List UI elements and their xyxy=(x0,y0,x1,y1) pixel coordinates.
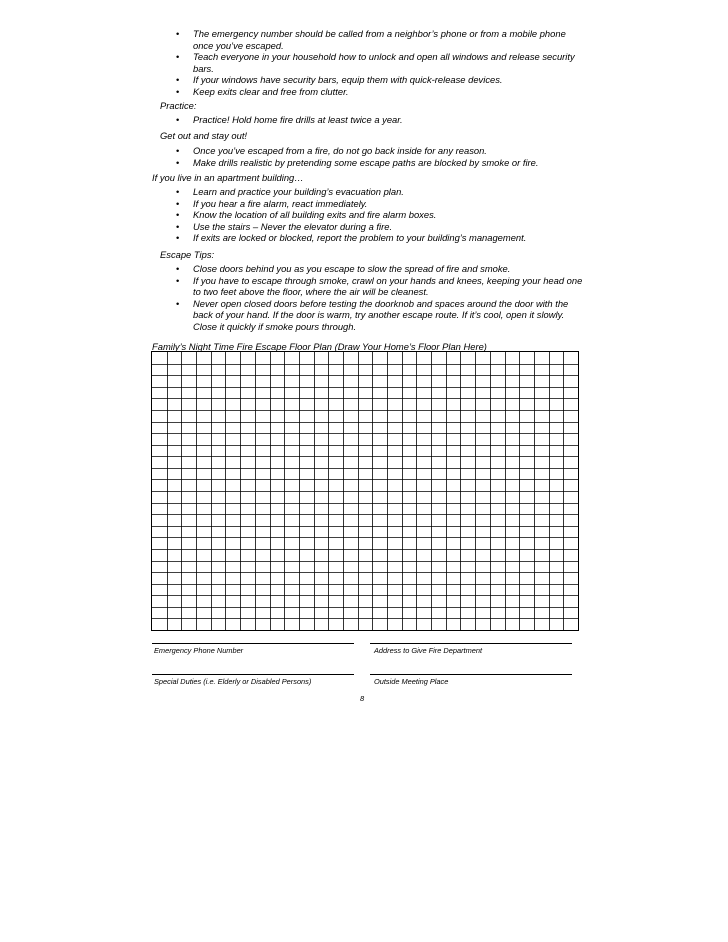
floor-plan-title: Family’s Night Time Fire Escape Floor Plan (Draw Your Home’s Floor Plan Here) xyxy=(152,341,487,352)
list-item: • If you have to escape through smoke, crawl on your hands and knees, keeping your head one to two feet above the floor, where the air will be cleanest. xyxy=(176,275,586,298)
special-duties-line[interactable] xyxy=(152,674,354,675)
apartment-heading: If you live in an apartment building… xyxy=(152,172,304,183)
meeting-place-label: Outside Meeting Place xyxy=(374,677,449,686)
list-item: • Teach everyone in your household how to unlock and open all windows and release security bars. xyxy=(176,51,586,74)
practice-heading: Practice: xyxy=(160,100,197,111)
list-item: • The emergency number should be called from a neighbor’s phone or from a mobile phone once you’ve escaped. xyxy=(176,28,586,51)
apartment-list xyxy=(176,186,586,244)
grid-lines xyxy=(152,352,578,630)
meeting-place-line[interactable] xyxy=(370,674,572,675)
list-item: • Never open closed doors before testing the doorknob and spaces around the door with the back of your hand. If the door is warm, try another escape route. If it’s cool, open it slowly. Close it quickly if smoke pours through. xyxy=(176,298,586,333)
address-label: Address to Give Fire Department xyxy=(374,646,483,655)
list-item: • If you hear a fire alarm, react immediately. xyxy=(176,198,586,210)
list-item: • Make drills realistic by pretending some escape paths are blocked by smoke or fire. xyxy=(176,157,586,169)
practice-block xyxy=(176,114,586,126)
top-bullet-list xyxy=(176,28,586,97)
get-out-list xyxy=(176,145,586,168)
top-bullet-block xyxy=(176,28,586,97)
list-item: • Practice! Hold home fire drills at least twice a year. xyxy=(176,114,586,126)
get-out-block xyxy=(176,145,586,168)
get-out-heading: Get out and stay out! xyxy=(160,130,248,141)
list-item: • If exits are locked or blocked, report the problem to your building’s management. xyxy=(176,232,586,244)
apartment-block xyxy=(176,186,586,244)
list-item: • Learn and practice your building’s evacuation plan. xyxy=(176,186,586,198)
list-item: • Close doors behind you as you escape to slow the spread of fire and smoke. xyxy=(176,263,586,275)
escape-tips-block xyxy=(176,263,586,332)
escape-tips-list xyxy=(176,263,586,332)
floor-plan-grid[interactable] xyxy=(151,351,579,631)
escape-tips-heading: Escape Tips: xyxy=(160,249,215,260)
emergency-phone-line[interactable] xyxy=(152,643,354,644)
practice-list xyxy=(176,114,586,126)
list-item: • Use the stairs – Never the elevator during a fire. xyxy=(176,221,586,233)
list-item: • Once you’ve escaped from a fire, do not go back inside for any reason. xyxy=(176,145,586,157)
address-line[interactable] xyxy=(370,643,572,644)
list-item: • Know the location of all building exits and fire alarm boxes. xyxy=(176,209,586,221)
special-duties-label: Special Duties (i.e. Elderly or Disabled Persons) xyxy=(154,677,312,686)
emergency-phone-label: Emergency Phone Number xyxy=(154,646,244,655)
page-number: 8 xyxy=(360,694,365,703)
list-item: • If your windows have security bars, equip them with quick-release devices. xyxy=(176,74,586,86)
list-item: • Keep exits clear and free from clutter. xyxy=(176,86,586,98)
